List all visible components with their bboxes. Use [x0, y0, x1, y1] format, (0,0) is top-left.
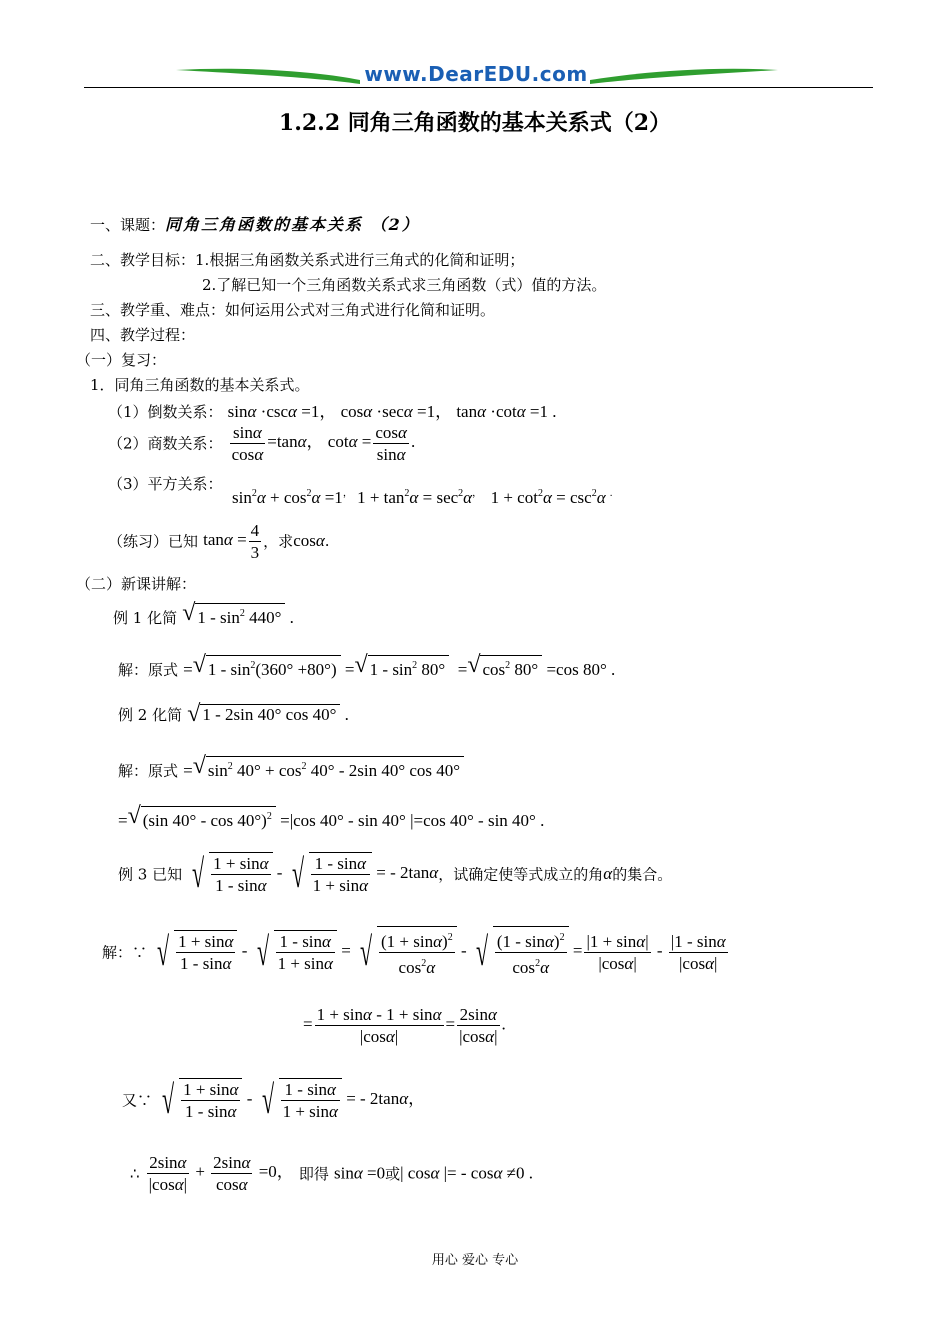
practice-label: （练习）已知 — [108, 532, 199, 551]
square-formulas: $\sin^2\alpha + \cos^2\alpha =1^,$ $1 + \tan^2\alpha = \sec^2\alpha^,$ $1 + \cot^2\alpha = \csc^2\alpha$ . — [232, 488, 613, 507]
section-2-label: 二、教学目标： — [90, 251, 196, 269]
therefore-label: ∴ — [130, 1164, 140, 1183]
quotient-relation — [108, 422, 415, 465]
footer: 用心 爱心 专心 — [431, 1253, 519, 1268]
reciprocal-relation — [108, 397, 557, 422]
solution-3-again: 又∵ √ $\frac{1 + \sin\alpha}{1 - \sin\alpha}$ - √ $\frac{1 - \sin\alpha}{1 + \sin\alpha}$ = - 2tanα， — [122, 1077, 426, 1122]
section-3: 三、教学重、难点：如何运用公式对三角式进行化简和证明。 — [90, 301, 496, 319]
new-heading: （二）新课讲解： — [76, 575, 197, 593]
example-3-tail: ，试确定使等式成立的角 — [438, 865, 604, 884]
or-label: 或 — [385, 1165, 401, 1183]
again-label: 又∵ — [122, 1091, 153, 1110]
practice-end: . — [324, 531, 330, 550]
solution-3-therefore: ∴ $\frac{2\sin\alpha}{|\cos\alpha|}$ + $\frac{2\sin\alpha}{\cos\alpha}$ =0， 即得 sinα =0或| cosα |= - cosα ≠0 . — [130, 1153, 533, 1194]
example-1: 例 1 化简 √ $1 - \sin^2 440^\circ$ . — [113, 600, 294, 627]
solution-3-line-2: = $\frac{1 + \sin\alpha - 1 + \sin\alpha}{|\cos\alpha|}$ = $\frac{2\sin\alpha}{|\cos\alpha|}$ . — [303, 1005, 506, 1046]
practice-mid: ，求 — [263, 532, 294, 551]
solution-2: 解：原式 =√ $\sin^2 40^\circ + \cos^2 40^\circ - 2\sin$ 40° cos 40° — [118, 756, 464, 781]
review-heading: （一）复习： — [76, 351, 167, 369]
reciprocal-label: （1）倒数关系： — [108, 403, 223, 421]
quotient-label: （2）商数关系： — [108, 434, 223, 453]
section-4: 四、教学过程： — [90, 326, 196, 344]
header-rule — [84, 87, 873, 88]
section-1-topic: 同角三角函数的基本关系 （2） — [165, 215, 420, 234]
example-1-label: 例 1 化简 — [113, 609, 178, 627]
review-item-1: 1．同角三角函数的基本关系式。 — [90, 376, 310, 394]
section-1-label: 一、课题： — [90, 216, 166, 234]
example-3: 例 3 已知 √ $\frac{1 + \sin\alpha}{1 - \sin\alpha}$ - √ $\frac{1 - \sin\alpha}{1 + \sin\alpha}$ = - 2tanα，试确定使等式成立的角α的集合。 — [118, 851, 673, 896]
solution-3-label: 解：∵ — [102, 943, 148, 962]
solution-2-label: 解：原式 — [118, 762, 179, 780]
square-label: （3）平方关系： — [108, 475, 223, 493]
header-logo-text: www.DearEDU.com — [364, 62, 588, 86]
get-label: 即得 — [298, 1165, 329, 1183]
example-3-label: 例 3 已知 — [118, 865, 183, 884]
example-3-end: 的集合。 — [612, 865, 673, 884]
solution-1-label: 解：原式 — [118, 661, 179, 679]
practice: （练习）已知 tanα = $\frac{4}{3}$ ，求cosα. — [108, 521, 330, 562]
example-2-label: 例 2 化简 — [118, 706, 183, 724]
quotient-formulas: $\frac{\sin\alpha}{\cos\alpha}$ =tanα， cotα = $\frac{\cos\alpha}{\sin\alpha}$ . — [231, 423, 416, 464]
section-1 — [90, 212, 420, 235]
goal-1: 1.根据三角函数关系式进行三角式的化简和证明； — [195, 251, 525, 269]
solution-1: 解：原式 =√ $1 - \sin^2(360^\circ +80^\circ)$ =√ $1 - \sin^2 80^\circ$ =√ $\cos^2 80^\circ =\cos$ 80° . — [118, 652, 616, 679]
solution-3: 解：∵ √ $\frac{1 + \sin\alpha}{1 - \sin\alpha}$ - √ $\frac{1 - \sin\alpha}{1 + \sin\alpha}$ = √ $\frac{(1 + \sin\alpha)^2}{\cos^2\alpha}$ - √ $\frac{(1 - \sin\alpha)^2}{\cos^2\alpha}$ = $\frac{|1 + \sin\alpha|}{|\cos\alpha|}$ - $\frac{|1 - \sin\alpha}{|\cos\alpha|}$ — [102, 926, 730, 978]
section-2 — [90, 249, 524, 270]
page-title: 1.2.2 同角三角函数的基本关系式（2） — [278, 110, 672, 136]
goal-2: 2.了解已知一个三角函数关系式求三角函数（式）值的方法。 — [202, 276, 607, 294]
example-2: 例 2 化简 √ 1 - 2sin 40° cos 40° . — [118, 701, 349, 727]
solution-2-line-2: =√ (sin 40° - cos 40°)$^2$ =|cos 40° - sin 40° |=cos 40° - sin 40° . — [118, 803, 545, 830]
reciprocal-formulas: sinα ·cscα =1， cosα ·secα =1， tanα ·cotα =1 . — [227, 402, 557, 421]
